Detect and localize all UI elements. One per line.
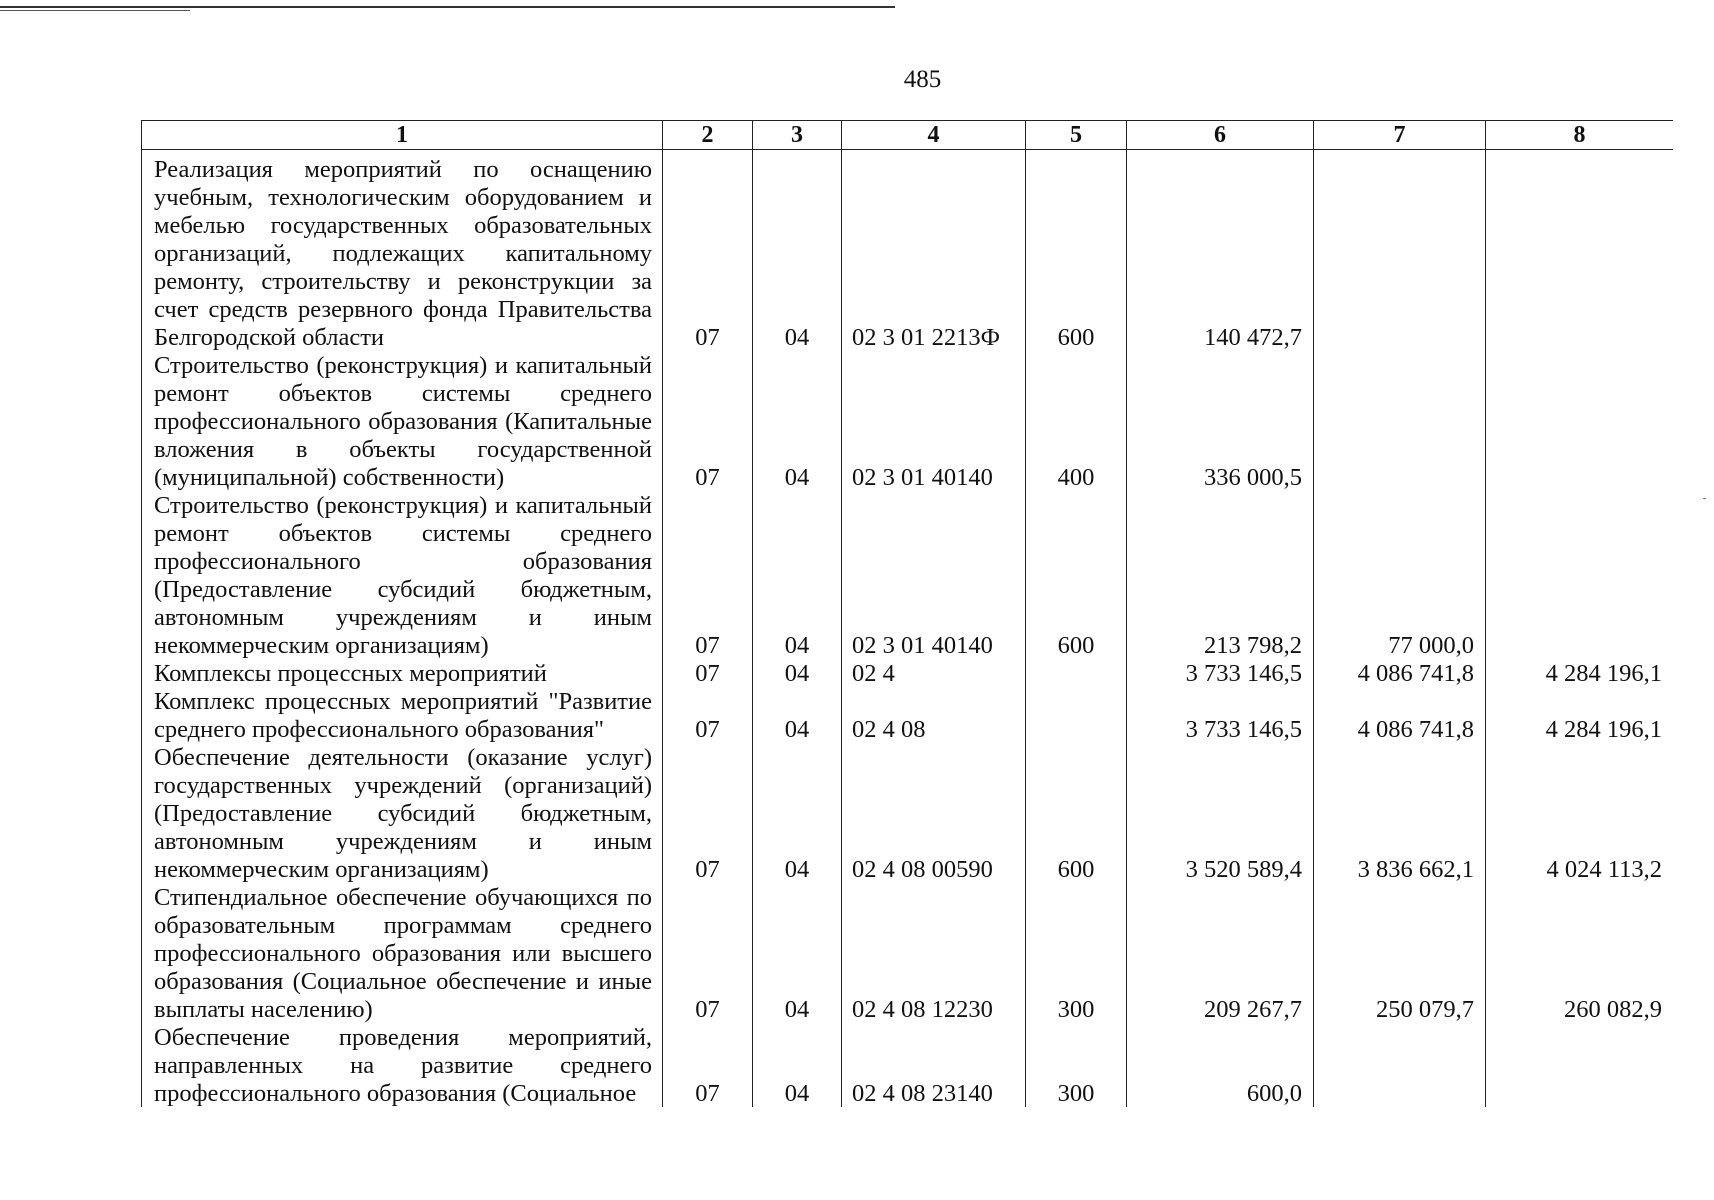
column-header-7: 7 — [1314, 121, 1486, 150]
column-header-6: 6 — [1127, 121, 1314, 150]
row-amount-year2 — [1314, 1024, 1486, 1107]
column-header-3: 3 — [753, 121, 842, 150]
row-section: 07 — [663, 352, 753, 492]
row-amount-year1: 140 472,7 — [1127, 150, 1314, 353]
row-expense-type: 600 — [1026, 150, 1127, 353]
row-name: Стипендиальное обеспечение обучающихся по образовательным программам среднего профессионального образования или высшего образования (Социальное обеспечение и иные выплаты населению) — [142, 884, 663, 1024]
row-amount-year1: 600,0 — [1127, 1024, 1314, 1107]
row-name: Комплексы процессных мероприятий — [142, 660, 663, 688]
row-subsection: 04 — [753, 660, 842, 688]
top-rule — [0, 6, 895, 8]
row-expense-type: 300 — [1026, 884, 1127, 1024]
row-name: Строительство (реконструкция) и капитальный ремонт объектов системы среднего профессионального образования (Капитальные вложения в объекты государственной (муниципальной) собственности) — [142, 352, 663, 492]
row-amount-year1: 3 733 146,5 — [1127, 688, 1314, 744]
row-amount-year2 — [1314, 352, 1486, 492]
row-expense-type — [1026, 688, 1127, 744]
table-row — [142, 1024, 1674, 1107]
row-amount-year3 — [1486, 150, 1674, 353]
row-amount-year2: 77 000,0 — [1314, 492, 1486, 660]
row-subsection: 04 — [753, 150, 842, 353]
table-header-row — [142, 121, 1674, 150]
top-rule-thin — [0, 10, 190, 11]
row-subsection: 04 — [753, 352, 842, 492]
table-row — [142, 150, 1674, 353]
budget-table-container — [141, 120, 1673, 1107]
column-header-4: 4 — [842, 121, 1026, 150]
row-amount-year1: 209 267,7 — [1127, 884, 1314, 1024]
row-amount-year2 — [1314, 150, 1486, 353]
budget-table — [141, 120, 1673, 1107]
row-amount-year1: 336 000,5 — [1127, 352, 1314, 492]
row-expense-type: 600 — [1026, 492, 1127, 660]
row-expense-type: 400 — [1026, 352, 1127, 492]
row-target-article: 02 4 08 00590 — [842, 744, 1026, 884]
table-row — [142, 660, 1674, 688]
row-amount-year1: 213 798,2 — [1127, 492, 1314, 660]
row-subsection: 04 — [753, 884, 842, 1024]
column-header-5: 5 — [1026, 121, 1127, 150]
row-name: Строительство (реконструкция) и капитальный ремонт объектов системы среднего профессионального образования (Предоставление субсидий бюджетным, автономным учреждениям и иным некоммерческим организациям) — [142, 492, 663, 660]
row-amount-year3: 4 284 196,1 — [1486, 688, 1674, 744]
row-target-article: 02 4 — [842, 660, 1026, 688]
row-section: 07 — [663, 492, 753, 660]
row-target-article: 02 3 01 2213Ф — [842, 150, 1026, 353]
row-name: Реализация мероприятий по оснащению учебным, технологическим оборудованием и мебелью государственных образовательных организаций, подлежащих капитальному ремонту, строительству и реконструкции за счет средств резервного фонда Правительства Белгородской области — [142, 150, 663, 353]
row-amount-year2: 4 086 741,8 — [1314, 688, 1486, 744]
row-amount-year3 — [1486, 352, 1674, 492]
row-name: Обеспечение деятельности (оказание услуг) государственных учреждений (организаций) (Предоставление субсидий бюджетным, автономным учреждениям и иным некоммерческим организациям) — [142, 744, 663, 884]
row-section: 07 — [663, 1024, 753, 1107]
row-amount-year3: 4 284 196,1 — [1486, 660, 1674, 688]
row-section: 07 — [663, 150, 753, 353]
row-amount-year1: 3 733 146,5 — [1127, 660, 1314, 688]
row-amount-year3: 260 082,9 — [1486, 884, 1674, 1024]
table-row — [142, 884, 1674, 1024]
row-amount-year2: 250 079,7 — [1314, 884, 1486, 1024]
table-row — [142, 492, 1674, 660]
column-header-1: 1 — [142, 121, 663, 150]
row-amount-year3 — [1486, 492, 1674, 660]
row-expense-type: 300 — [1026, 1024, 1127, 1107]
row-target-article: 02 3 01 40140 — [842, 352, 1026, 492]
row-expense-type — [1026, 660, 1127, 688]
row-subsection: 04 — [753, 1024, 842, 1107]
row-amount-year3: 4 024 113,2 — [1486, 744, 1674, 884]
row-section: 07 — [663, 884, 753, 1024]
row-amount-year2: 4 086 741,8 — [1314, 660, 1486, 688]
row-amount-year1: 3 520 589,4 — [1127, 744, 1314, 884]
row-section: 07 — [663, 660, 753, 688]
table-row — [142, 744, 1674, 884]
row-target-article: 02 4 08 23140 — [842, 1024, 1026, 1107]
column-header-8: 8 — [1486, 121, 1674, 150]
row-target-article: 02 4 08 12230 — [842, 884, 1026, 1024]
row-name: Комплекс процессных мероприятий "Развитие среднего профессионального образования" — [142, 688, 663, 744]
row-expense-type: 600 — [1026, 744, 1127, 884]
row-subsection: 04 — [753, 688, 842, 744]
row-target-article: 02 3 01 40140 — [842, 492, 1026, 660]
row-subsection: 04 — [753, 492, 842, 660]
row-subsection: 04 — [753, 744, 842, 884]
table-row — [142, 688, 1674, 744]
row-name: Обеспечение проведения мероприятий, направленных на развитие среднего профессионального образования (Социальное — [142, 1024, 663, 1107]
table-row — [142, 352, 1674, 492]
row-target-article: 02 4 08 — [842, 688, 1026, 744]
row-amount-year3 — [1486, 1024, 1674, 1107]
row-section: 07 — [663, 744, 753, 884]
row-amount-year2: 3 836 662,1 — [1314, 744, 1486, 884]
row-section: 07 — [663, 688, 753, 744]
edge-mark — [1703, 498, 1706, 499]
column-header-2: 2 — [663, 121, 753, 150]
page-number: 485 — [903, 66, 942, 93]
